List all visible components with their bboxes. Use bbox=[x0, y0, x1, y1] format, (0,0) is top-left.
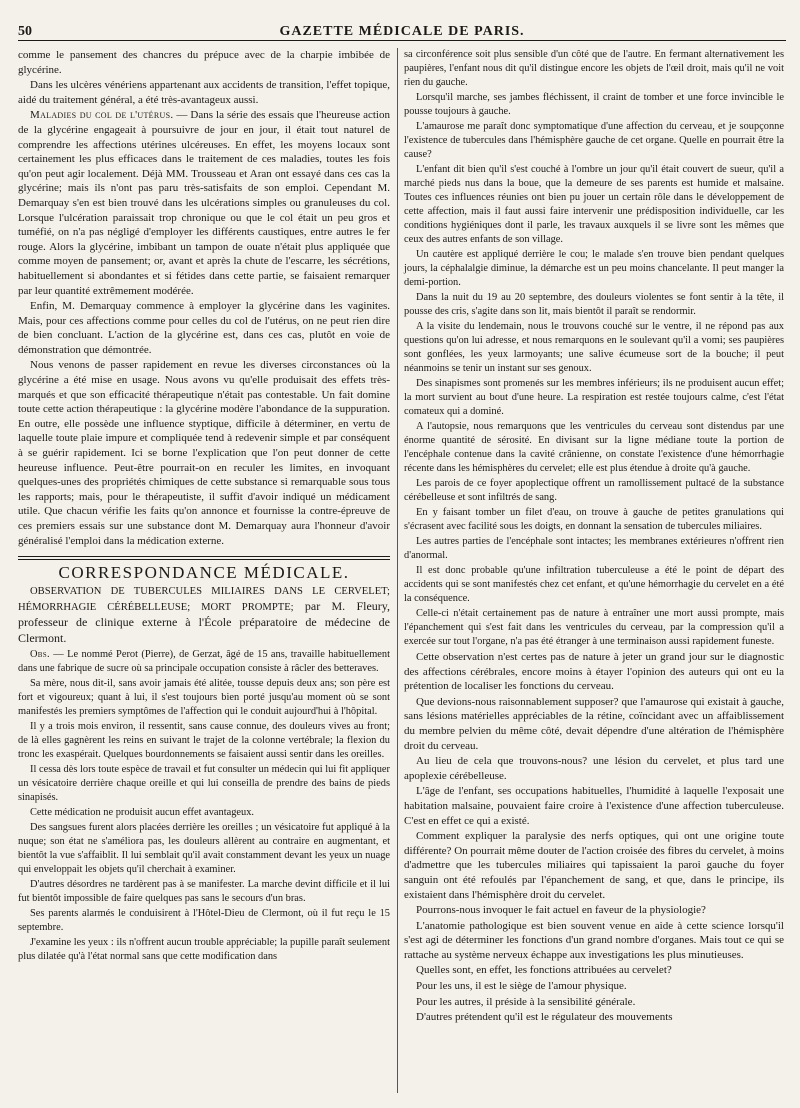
paragraph: comme le pansement des chancres du prépuce avec de la charpie imbibée de glycérine. bbox=[18, 49, 390, 76]
column-divider bbox=[397, 48, 398, 1093]
paragraph: Dans les ulcères vénériens appartenant aux accidents de transition, l'effet topique, aidé du traitement général, a été très-avantageux aussi. bbox=[18, 79, 390, 106]
journal-title: GAZETTE MÉDICALE DE PARIS. bbox=[279, 24, 525, 39]
section-title: CORRESPONDANCE MÉDICALE. bbox=[58, 563, 350, 583]
observation-paragraph: J'examine les yeux : ils n'offrent aucun trouble appréciable; la pupille paraît seulement plus dilatée qu'à l'état normal sans que cette modification dans bbox=[18, 936, 390, 962]
observation-paragraph: Celle-ci n'était certainement pas de nature à entraîner une mort aussi prompte, mais l'épanchement qui s'est fait dans les ventricules du cerveau, par la compression qu'il a exercée sur tout l'organe, n'a pas été étranger à une terminaison aussi rapidement funeste. bbox=[404, 608, 784, 647]
paragraph: Pourrons-nous invoquer le fait actuel en faveur de la physiologie? bbox=[416, 904, 706, 917]
left-column bbox=[18, 48, 390, 965]
paragraph-lead: Maladies du col de l'utérus. bbox=[30, 109, 174, 122]
obs-lead: Obs. bbox=[30, 648, 50, 660]
observation-paragraph: Des sinapismes sont promenés sur les membres inférieurs; ils ne produisent aucun effet; la mort survient au bout d'une heure. La respiration est restée toujours calme, c'est l'état comateux qui a dominé. bbox=[404, 378, 784, 417]
observation-paragraph: L'enfant dit bien qu'il s'est couché à l'ombre un jour qu'il était couvert de sueur, qu'il a marché pieds nus dans la boue, que la demeure de ses parents est humide et malsaine. Toutes ces influences réunies ont bien pu jouer un certain rôle dans le développement de cette affection, mais il faut aussi faire intervenir une prédisposition individuelle, car les conditions hygiéniques dont il parle, les travaux auxquels il se livre sont les mêmes que ceux des autres enfants de son village. bbox=[404, 164, 784, 245]
paragraph: Enfin, M. Demarquay commence à employer la glycérine dans les vaginites. Mais, pour ces affections comme pour celles du col de l'utérus, on ne peut rien dire de bien concluant. L'action de la glycérine est, dans ces cas, plutôt en voie de démonstration que démontrée. bbox=[18, 300, 390, 356]
paragraph: Au lieu de cela que trouvons-nous? une lésion du cervelet, et plus tard une apoplexie cérébelleuse. bbox=[404, 755, 784, 782]
page-header bbox=[18, 18, 786, 41]
page-number: 50 bbox=[18, 24, 32, 39]
observation-paragraph: A la visite du lendemain, nous le trouvons couché sur le ventre, il ne répond pas aux questions qu'on lui adresse, et nous remarquons en le soulevant qu'il a vomi; ses paupières sont gonflées, les yeux larmoyants; une salive écumeuse sort de la bouche; il peut néanmoins se tenir un instant sur ses genoux. bbox=[404, 321, 784, 374]
observation-paragraph: Dans la nuit du 19 au 20 septembre, des douleurs violentes se font sentir à la tête, il pousse des cris, s'agite dans son lit, mais bientôt il paraît se rendormir. bbox=[404, 292, 784, 317]
observation-paragraph: Il cessa dès lors toute espèce de travail et fut consulter un médecin qui lui fit appliquer un vésicatoire derrière chaque oreille et qui lui conseilla de prendre des bains de pieds sinapisés. bbox=[18, 763, 390, 803]
observation-paragraph: Les autres parties de l'encéphale sont intactes; les membranes extérieures n'offrent rien d'anormal. bbox=[404, 536, 784, 561]
observation-paragraph: Il est donc probable qu'une infiltration tuberculeuse a été le point de départ des accidents qui se sont manifestés chez cet enfant, et qu'une hémorrhagie du cervelet en a été la conséquence. bbox=[404, 565, 784, 604]
paragraph: Nous venons de passer rapidement en revue les diverses circonstances où la glycérine a été mise en usage. Nous avons vu qu'elle produisait des effets très-marqués et que son efficacité thérapeutique n'était pas contestable. Un fait domine toute cette action thérapeutique : la glycérine modère l'abondance de la suppuration. En outre, elle possède une influence styptique, difficile à déterminer, en vertu de laquelle toute plaie impure et compliquée tend à redevenir simple et par conséquent à se guérir rapidement. Ici se borne l'explication que l'on peut donner de cette heureuse influence. Peut-être pourrait-on en reculer les limites, en invoquant quelques-unes des propriétés chimiques de cette substance si remarquable sous tous les rapports; mais, pour le thérapeutiste, il suffit d'avoir indiqué un médicament utile. Que chacun vérifie les faits qu'on annonce et fournisse la contre-épreuve de ces premiers essais sur une substance dont M. Demarquay aura l'honneur d'avoir généralisé l'emploi dans la médication externe. bbox=[18, 359, 390, 547]
obs-body: — Le nommé Perot (Pierre), de Gerzat, âgé de 15 ans, travaille habituellement dans une fabrique de sucre où sa principale occupation consiste à râcler des betteraves. bbox=[18, 648, 390, 674]
observation-paragraph: Il y a trois mois environ, il ressentit, sans cause connue, des douleurs vives au front; de là elles gagnèrent les reins en suivant le trajet de la colonne vertébrale; la flexion du tronc les exaspérait. Quelques bourdonnements se faisaient aussi sentir dans les oreilles. bbox=[18, 720, 390, 760]
observation-paragraph: En y faisant tomber un filet d'eau, on trouve à gauche de petites granulations qui s'écrasent avec facilité sous les doigts, en donnant la sensation de tubercules miliaires. bbox=[404, 507, 784, 532]
paragraph: Pour les uns, il est le siège de l'amour physique. bbox=[416, 980, 627, 993]
observation-paragraph: Lorsqu'il marche, ses jambes fléchissent, il craint de tomber et une force invincible le pousse toujours à gauche. bbox=[404, 92, 784, 117]
observation-paragraph: A l'autopsie, nous remarquons que les ventricules du cerveau sont distendus par une énorme quantité de sérosité. En divisant sur la ligne médiane toute la portion de l'encéphale contenue dans la cavité crânienne, on constate l'existence d'une hémorrhagie récente dans les hémisphères du cervelet; elle est plus étendue à droite qu'à gauche. bbox=[404, 421, 784, 474]
observation-paragraph: D'autres désordres ne tardèrent pas à se manifester. La marche devint difficile et il lui fut bientôt impossible de faire quelques pas sans le secours d'un bras. bbox=[18, 878, 390, 904]
paragraph: D'autres prétendent qu'il est le régulateur des mouvements bbox=[416, 1011, 673, 1024]
paragraph: Quelles sont, en effet, les fonctions attribuées au cervelet? bbox=[416, 964, 672, 977]
paragraph: Cette observation n'est certes pas de nature à jeter un grand jour sur le diagnostic des affections cérébrales, encore moins à étayer l'opinion des auteurs qui ont eu la prétention de localiser les fonctions du cerveau. bbox=[404, 651, 784, 693]
paragraph: L'âge de l'enfant, ses occupations habituelles, l'humidité à laquelle l'exposait une habitation malsaine, pouvaient faire croire à l'existence d'une affection tuberculeuse. C'est en effet ce qui a existé. bbox=[404, 785, 784, 827]
observation-paragraph bbox=[18, 648, 390, 676]
observation-paragraph: Sa mère, nous dit-il, sans avoir jamais été alitée, tousse depuis deux ans; son père est fort et vigoureux; quant à lui, il s'est toujours bien porté jusqu'au moment où se sont manifestés les premiers symptômes de l'affection qui le conduit aujourd'hui à l'hôpital. bbox=[18, 677, 390, 717]
observation-paragraph: Cette médication ne produisit aucun effet avantageux. bbox=[30, 806, 254, 818]
right-column bbox=[404, 48, 784, 1026]
paragraph bbox=[18, 108, 390, 298]
observation-paragraph: L'amaurose me paraît donc symptomatique d'une affection du cerveau, et je soupçonne l'existence de tubercules dans l'hémisphère gauche de cet organe. Quelle en pourrait être la cause? bbox=[404, 121, 784, 160]
observation-title: OBSERVATION DE TUBERCULES MILIAIRES DANS LE CERVELET; HÉMORRHAGIE CÉRÉBELLEUSE; MORT PROMPTE; bbox=[18, 585, 390, 613]
paragraph: Pour les autres, il préside à la sensibilité générale. bbox=[416, 995, 636, 1008]
paragraph: Que devions-nous raisonnablement supposer? que l'amaurose qui existait à gauche, sans lésions matérielles appréciables de la rétine, coïncidant avec un affaiblissement du membre pelvien du même côté, devait dépendre d'une altération de l'hémisphère droit du cerveau. bbox=[404, 695, 784, 752]
paragraph: L'anatomie pathologique est bien souvent venue en aide à cette science lorsqu'il s'est agi de déterminer les fonctions d'un grand nombre d'organes. Mais tout ce qui se rattache au système nerveux échappe aux investigations les plus minutieuses. bbox=[404, 919, 784, 961]
section-subtitle bbox=[18, 585, 390, 647]
observation-paragraph: sa circonférence soit plus sensible d'un côté que de l'autre. En fermant alternativement les paupières, l'enfant nous dit qu'il distingue encore les objets de l'œil droit, mais qu'il ne voit rien du gauche. bbox=[404, 49, 784, 88]
section-separator bbox=[18, 556, 390, 560]
author-line: par M. Fleury, professeur de clinique externe à l'École préparatoire de médecine de Clermont. bbox=[18, 598, 390, 645]
observation-paragraph: Des sangsues furent alors placées derrière les oreilles ; un vésicatoire fut appliqué à la nuque; son état ne s'améliora pas, les douleurs allèrent au contraire en augmentant, et bientôt la vue s'affaiblit. Il lui semblait qu'il avait constamment devant les yeux un nuage qui enveloppait les objets qu'il cherchait à examiner. bbox=[18, 821, 390, 875]
paragraph-body: — Dans la série des essais que l'heureuse action de la glycérine engageait à poursuivre de jour en jour, il était tout naturel de comprendre les affections utérines ulcéreuses. En effet, les moyens locaux sont certainement les plus efficaces dans le traitement de ces maladies, toutes les fois qu'on peut agir localement. Déjà MM. Trousseau et Aran ont essayé dans ces cas la glycérine; mais ils n'ont pas paru très-satisfaits de son emploi. Cependant M. Demarquay s'en est bien trouvé dans les ulcérations simples ou granuleuses du col. Lorsque l'ulcération paraissait trop chronique ou que le col était un peu gros et tuméfié, on n'a pas négligé d'employer les différents caustiques, entre autres le fer rouge. Alors la glycérine, imbibant un tampon de ouate n'était plus appliquée que comme moyen de pansement; or, avant et après la chute de l'escarre, les sécrétions, habituellement si abondantes et si fétides dans cette partie, se faisaient remarquer par leur quantité extrêmement modérée. bbox=[18, 109, 390, 297]
paragraph: Comment expliquer la paralysie des nerfs optiques, qui ont une origine toute différente? On pourrait même douter de l'action croisée des fibres du cervelet, à moins d'admettre que les tubercules miliaires qui tapissaient la paroi gauche du foyer sanguin ont été refoulés par l'épanchement de sang, et que, dans le principe, ils existaient dans l'hémisphère droit du cervelet. bbox=[404, 830, 784, 901]
observation-paragraph: Les parois de ce foyer apoplectique offrent un ramollissement pultacé de la substance cérébelleuse et sont infiltrés de sang. bbox=[404, 478, 784, 503]
observation-paragraph: Un cautère est appliqué derrière le cou; le malade s'en trouve bien pendant quelques jours, la céphalalgie diminue, la démarche est un peu moins chancelante. Il peut manger la demi-portion. bbox=[404, 249, 784, 288]
observation-paragraph: Ses parents alarmés le conduisirent à l'Hôtel-Dieu de Clermont, où il fut reçu le 15 septembre. bbox=[18, 907, 390, 933]
